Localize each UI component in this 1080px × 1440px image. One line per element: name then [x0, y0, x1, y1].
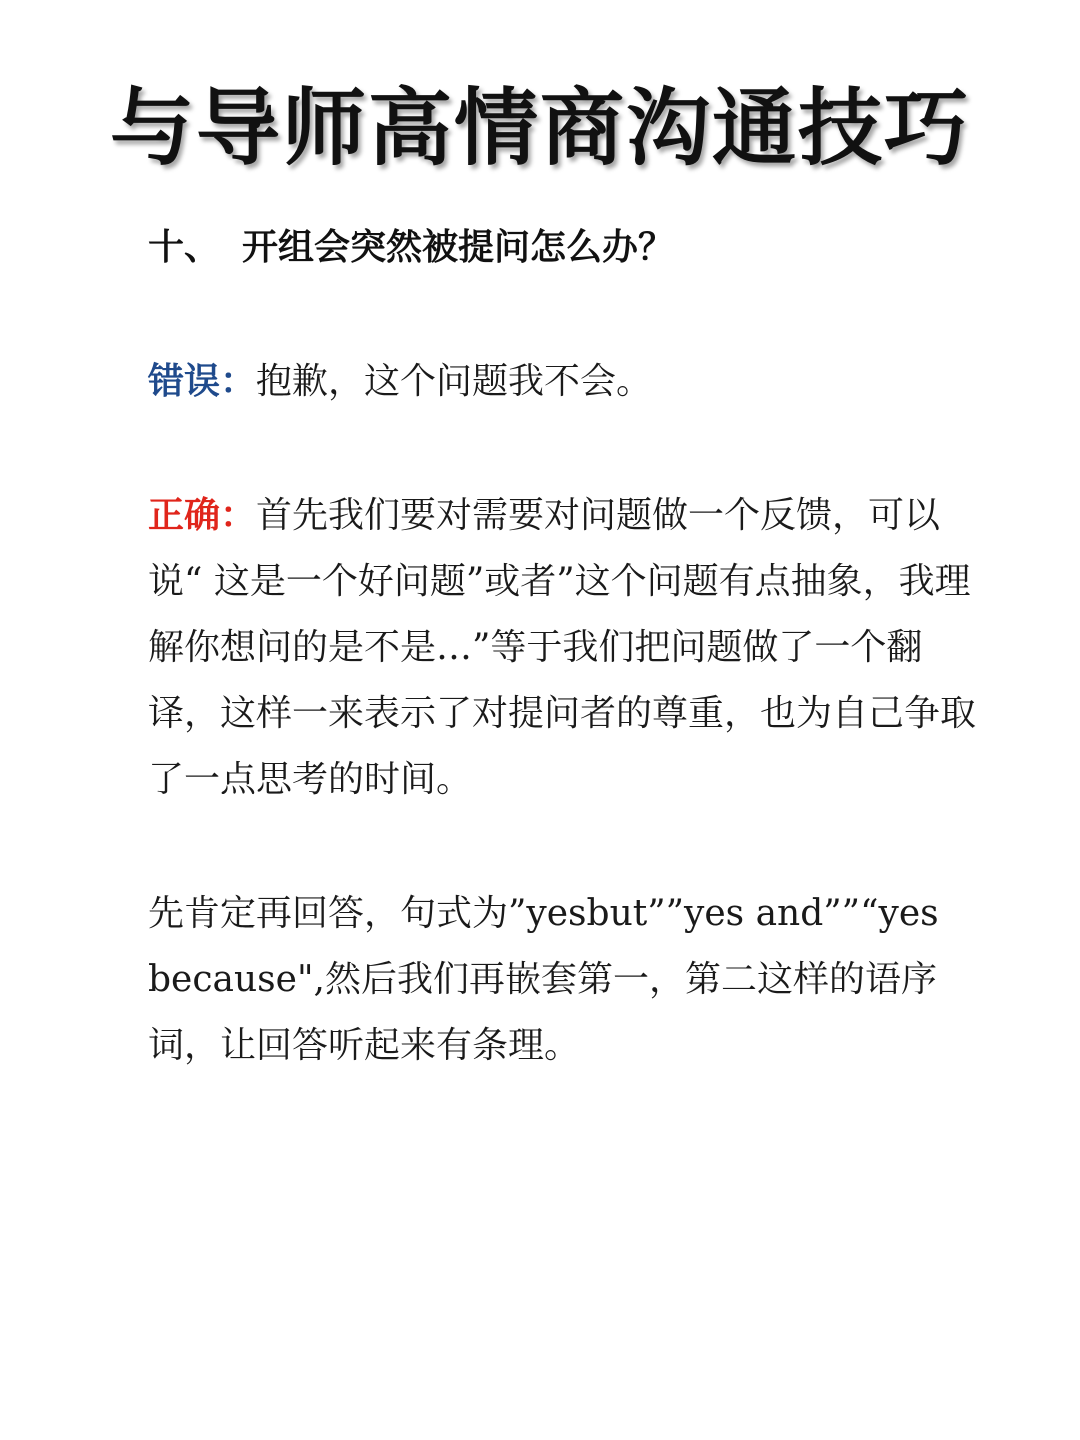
wrong-text: 抱歉，这个问题我不会。: [256, 361, 653, 402]
section-title: 开组会突然被提问怎么办？: [242, 227, 675, 268]
spacer: [148, 813, 978, 881]
section-number: 十、: [148, 227, 221, 268]
article-body: [148, 215, 978, 1079]
right-text: 首先我们要对需要对问题做一个反馈，可以说“ 这是一个好问题”或者”这个问题有点抽象，我理解你想问的是不是…”等于我们把问题做了一个翻译，这样一来表示了对提问者的尊重，也为自己争取了一点思考的时间。: [148, 495, 977, 800]
right-example: [148, 483, 978, 813]
spacer: [148, 415, 978, 483]
tip-paragraph: 先肯定再回答，句式为”yesbut””yes and””“yes because",然后我们再嵌套第一，第二这样的语序词，让回答听起来有条理。: [148, 893, 939, 1066]
wrong-label: 错误：: [148, 361, 257, 402]
right-label: 正确：: [148, 495, 257, 536]
spacer: [148, 281, 978, 349]
section-heading: [148, 215, 978, 281]
page-title: 与导师高情商沟通技巧: [109, 79, 970, 177]
wrong-example: [148, 349, 978, 415]
